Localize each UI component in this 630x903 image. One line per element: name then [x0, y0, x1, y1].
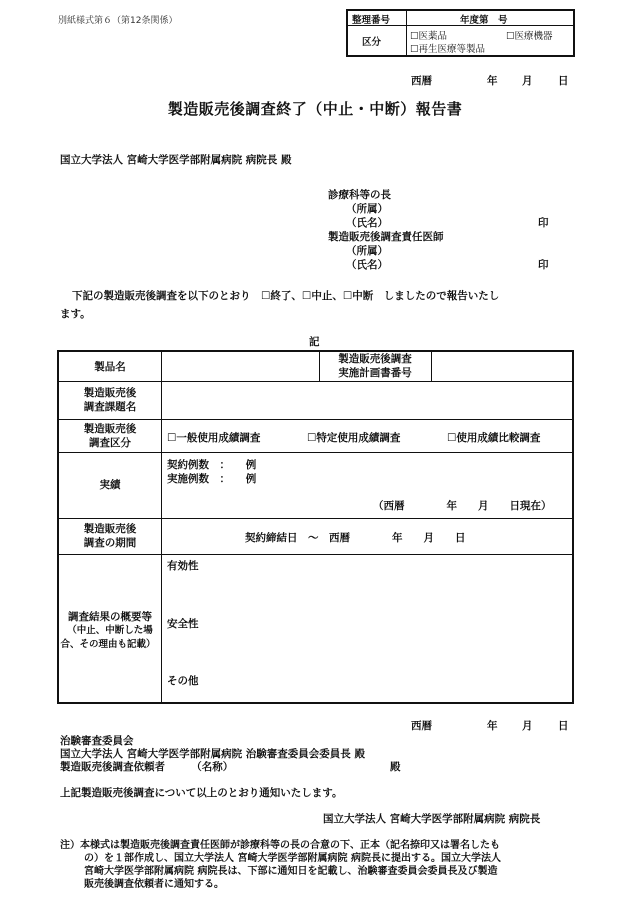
doctor-label: 製造販売後調査責任医師: [328, 231, 444, 243]
plan-number-field[interactable]: [432, 353, 572, 380]
kubun-label: 区分: [362, 37, 382, 48]
date-day: 日: [558, 75, 569, 87]
efficacy-label: 有効性: [167, 560, 199, 572]
subject-label-2: 調査課題名: [83, 401, 137, 413]
nendo-label: 年度第 号: [460, 15, 508, 26]
addressee: 国立大学法人 宮崎大学医学部附属病院 病院長 殿: [60, 154, 292, 166]
notice-date-era: 西暦: [411, 720, 432, 732]
note-line: 注）本様式は製造販売後調査責任医師が診療科等の長の合意の下、正本（記名捺印又は署名したも: [60, 840, 500, 851]
report-statement-end: ます。: [60, 308, 91, 320]
note-line: 販売後調査依頼者に通知する。: [84, 879, 224, 890]
ki-heading: 記: [309, 336, 320, 348]
page-title: 製造販売後調査終了（中止・中断）報告書: [167, 100, 463, 118]
summary-label-1: 調査結果の概要等: [68, 611, 152, 623]
category-device-checkbox[interactable]: ☐医療機器: [506, 31, 553, 42]
form-reference: 別紙様式第６（第12条関係）: [58, 16, 178, 26]
doctor-name: （氏名）: [346, 259, 388, 271]
requester: 製造販売後調査依頼者 （名称）: [60, 761, 234, 773]
period-label-2: 調査の期間: [83, 537, 137, 549]
plan-number-label-1: 製造販売後調査: [338, 353, 412, 365]
date-era: 西暦: [411, 75, 432, 87]
subject-field[interactable]: [162, 382, 572, 418]
dept-head-affiliation: （所属）: [346, 203, 388, 215]
plan-number-label-2: 実施計画書番号: [338, 367, 412, 379]
category-label-1: 製造販売後: [83, 423, 137, 435]
period-text[interactable]: 契約締結日 ～ 西暦 年 月 日: [245, 532, 466, 544]
results-label: 実績: [99, 479, 121, 491]
committee-chair: 国立大学法人 宮崎大学医学部附属病院 治験審査委員会委員長 殿: [60, 748, 365, 760]
category-regen-checkbox[interactable]: ☐再生医療等製品: [410, 44, 486, 55]
date-month: 月: [522, 75, 533, 87]
report-statement: 下記の製造販売後調査を以下のとおり ☐終了、☐中止、☐中断 しましたので報告いたし: [72, 290, 500, 302]
period-label-1: 製造販売後: [83, 523, 137, 535]
notice-from: 国立大学法人 宮崎大学医学部附属病院 病院長: [323, 813, 541, 825]
notice-date-month: 月: [522, 720, 533, 732]
safety-label: 安全性: [167, 618, 199, 630]
date-year: 年: [487, 75, 498, 87]
done-count[interactable]: 実施例数 ： 例: [167, 473, 257, 485]
note: [60, 839, 501, 891]
notice-date-day: 日: [558, 720, 569, 732]
committee-label: 治験審査委員会: [60, 735, 134, 747]
product-name-field[interactable]: [162, 353, 318, 380]
category-drug-checkbox[interactable]: ☐医薬品: [410, 31, 448, 42]
seiri-label: 整理番号: [352, 15, 391, 26]
subject-label-1: 製造販売後: [83, 387, 137, 399]
comparative-survey-checkbox[interactable]: ☐使用成績比較調査: [447, 432, 541, 444]
product-name-label: 製品名: [94, 361, 126, 373]
requester-dono: 殿: [390, 761, 401, 773]
dept-head-name: （氏名）: [346, 217, 388, 229]
category-label-2: 調査区分: [89, 437, 131, 449]
other-label: その他: [167, 675, 199, 687]
note-line: 宮崎大学医学部附属病院 病院長は、下部に通知日を記載し、治験審査委員会委員長及び製造: [84, 866, 498, 877]
summary-label-3: 合、その理由も記載）: [60, 639, 156, 650]
doctor-affiliation: （所属）: [346, 245, 388, 257]
notice-statement: 上記製造販売後調査について以上のとおり通知いたします。: [60, 787, 343, 799]
dept-head-label: 診療科等の長: [328, 189, 391, 201]
report-table: [57, 350, 574, 704]
dept-head-seal: 印: [538, 217, 549, 229]
as-of-date[interactable]: （西暦 年 月 日現在）: [373, 500, 552, 512]
note-line: の）を１部作成し、国立大学法人 宮崎大学医学部附属病院 病院長に提出する。国立大学法人: [84, 853, 501, 864]
specific-survey-checkbox[interactable]: ☐特定使用成績調査: [307, 432, 401, 444]
doctor-seal: 印: [538, 259, 549, 271]
general-survey-checkbox[interactable]: ☐一般使用成績調査: [167, 432, 261, 444]
summary-label-2: （中止、中断した場: [67, 625, 153, 636]
management-box: [346, 9, 575, 57]
contract-count[interactable]: 契約例数 ： 例: [167, 459, 257, 471]
notice-date-year: 年: [487, 720, 498, 732]
